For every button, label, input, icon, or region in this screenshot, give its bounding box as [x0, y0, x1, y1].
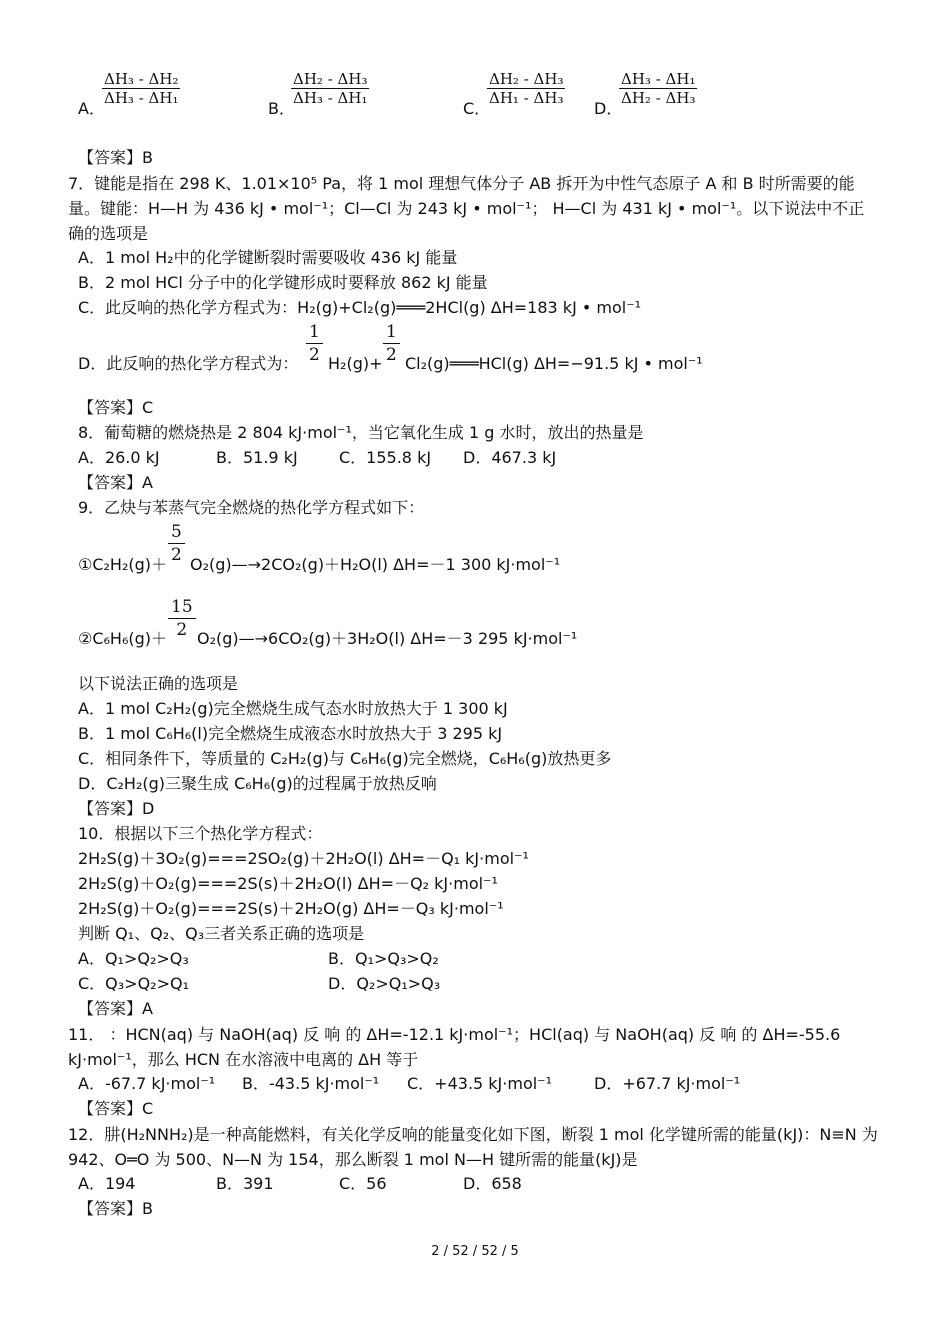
- q9-lead: 以下说法正确的选项是: [78, 674, 239, 693]
- q10-option-b: B．Q₁>Q₃>Q₂: [328, 949, 439, 968]
- q9-eq2-suffix: O₂(g)—→6CO₂(g)＋3H₂O(l) ΔH=－3 295 kJ·mol⁻¹: [197, 629, 578, 648]
- q9-stem: 9．乙炔与苯蒸气完全燃烧的热化学方程式如下：: [78, 498, 425, 517]
- fraction-denominator: ΔH₃ - ΔH₁: [293, 89, 368, 107]
- q8-stem: 8．葡萄糖的燃烧热是 2 804 kJ·mol⁻¹，当它氧化生成 1 g 水时，放出的热量是: [78, 423, 644, 442]
- q6-option-b-fraction: [291, 70, 369, 107]
- q7-d-fraction-1: [306, 321, 323, 366]
- q6-option-c-fraction: [487, 70, 565, 107]
- q12-option-c: C．56: [339, 1174, 387, 1193]
- q9-eq1-suffix: O₂(g)—→2CO₂(g)＋H₂O(l) ΔH=－1 300 kJ·mol⁻¹: [190, 555, 561, 574]
- q9-option-d: D．C₂H₂(g)三聚生成 C₆H₆(g)的过程属于放热反响: [78, 774, 437, 793]
- fraction-denominator: ΔH₁ - ΔH₃: [489, 89, 564, 107]
- fraction-numerator: ΔH₃ - ΔH₁: [621, 70, 696, 88]
- fraction-denominator: ΔH₂ - ΔH₃: [621, 89, 696, 107]
- q11-answer: 【答案】C: [78, 1099, 154, 1118]
- q9-eq2-fraction: [168, 596, 196, 641]
- fraction-numerator: 15: [171, 597, 193, 617]
- q10-option-d: D．Q₂>Q₁>Q₃: [328, 974, 441, 993]
- fraction-denominator: 2: [306, 343, 323, 366]
- q9-option-a: A．1 mol C₂H₂(g)完全燃烧生成气态水时放热大于 1 300 kJ: [78, 699, 508, 718]
- q10-option-a: A．Q₁>Q₂>Q₃: [78, 949, 189, 968]
- q6-option-d-fraction: [619, 70, 697, 107]
- q7-answer: 【答案】C: [78, 398, 154, 417]
- q9-option-c: C．相同条件下，等质量的 C₂H₂(g)与 C₆H₆(g)完全燃烧，C₆H₆(g)放热更多: [78, 749, 612, 768]
- fraction-denominator: 2: [168, 543, 185, 566]
- fraction-numerator: 1: [309, 322, 320, 342]
- fraction-numerator: 1: [386, 322, 397, 342]
- fraction-denominator: ΔH₃ - ΔH₁: [104, 89, 179, 107]
- q6-option-b-label: B．: [268, 99, 295, 118]
- q8-option-d: D．467.3 kJ: [463, 448, 557, 467]
- q9-eq1-prefix: ①C₂H₂(g)＋: [78, 555, 168, 574]
- q10-eq2: 2H₂S(g)＋O₂(g)===2S(s)＋2H₂O(l) ΔH=－Q₂ kJ·mol⁻¹: [78, 874, 498, 893]
- q11-stem: 11． ：HCN(aq) 与 NaOH(aq) 反 响 的 ΔH=-12.1 kJ·mol⁻¹；HCl(aq) 与 NaOH(aq) 反 响 的 ΔH=-55.6 kJ·mol⁻¹，那么 HCN 在水溶液中电离的 ΔH 等于: [68, 1025, 841, 1069]
- fraction-numerator: ΔH₃ - ΔH₂: [104, 70, 179, 88]
- q8-option-a: A．26.0 kJ: [78, 448, 160, 467]
- q10-answer: 【答案】A: [78, 999, 153, 1018]
- q7-option-d-prefix: D．此反响的热化学方程式为：: [78, 354, 299, 373]
- q12-option-d: D．658: [463, 1174, 522, 1193]
- q10-eq1: 2H₂S(g)＋3O₂(g)===2SO₂(g)＋2H₂O(l) ΔH=－Q₁ kJ·mol⁻¹: [78, 849, 529, 868]
- q12-stem: 12．肼(H₂NNH₂)是一种高能燃料，有关化学反响的能量变化如下图，断裂 1 mol 化学键所需的能量(kJ)：N≡N 为 942、O═O 为 500、N—N 为 154，那么断裂 1 mol N—H 键所需的能量(kJ)是: [68, 1125, 878, 1169]
- q12-answer: 【答案】B: [78, 1199, 153, 1218]
- q7-option-b: B．2 mol HCl 分子中的化学键形成时要释放 862 kJ 能量: [78, 273, 488, 292]
- q11-option-c: C．+43.5 kJ·mol⁻¹: [407, 1074, 553, 1093]
- q7-option-a: A．1 mol H₂中的化学键断裂时需要吸收 436 kJ 能量: [78, 248, 458, 267]
- q7-option-d-middle: H₂(g)+: [328, 354, 383, 373]
- q7-option-c: C．此反响的热化学方程式为：H₂(g)+Cl₂(g)═══2HCl(g) ΔH=183 kJ • mol⁻¹: [78, 298, 642, 317]
- q8-answer: 【答案】A: [78, 473, 153, 492]
- q7-stem: 7．键能是指在 298 K、1.01×10⁵ Pa，将 1 mol 理想气体分子 AB 拆开为中性气态原子 A 和 B 时所需要的能量。键能：H—H 为 436 kJ • mol⁻¹；Cl—Cl 为 243 kJ • mol⁻¹； H—Cl 为 431 kJ • mol⁻¹。以下说法中不正确的选项是: [68, 174, 865, 243]
- q12-option-a: A．194: [78, 1174, 136, 1193]
- q10-eq3: 2H₂S(g)＋O₂(g)===2S(s)＋2H₂O(g) ΔH=－Q₃ kJ·mol⁻¹: [78, 899, 504, 918]
- q11-option-b: B．-43.5 kJ·mol⁻¹: [242, 1074, 380, 1093]
- q9-answer: 【答案】D: [78, 799, 155, 818]
- fraction-numerator: ΔH₂ - ΔH₃: [293, 70, 368, 88]
- q6-option-a-fraction: [102, 70, 180, 107]
- q7-d-fraction-2: [383, 321, 400, 366]
- q12-option-b: B．391: [216, 1174, 274, 1193]
- page-number: 2 / 52 / 52 / 5: [431, 1244, 519, 1259]
- q11-option-a: A．-67.7 kJ·mol⁻¹: [78, 1074, 216, 1093]
- q6-answer: 【答案】B: [78, 148, 153, 167]
- q10-stem: 10．根据以下三个热化学方程式：: [78, 824, 323, 843]
- q9-eq2-prefix: ②C₆H₆(g)＋: [78, 629, 168, 648]
- fraction-denominator: 2: [168, 618, 196, 641]
- q8-option-c: C．155.8 kJ: [339, 448, 432, 467]
- q9-eq1-fraction: [168, 521, 185, 566]
- q6-option-c-label: C．: [463, 99, 491, 118]
- q9-option-b: B．1 mol C₆H₆(l)完全燃烧生成液态水时放热大于 3 295 kJ: [78, 724, 503, 743]
- fraction-numerator: 5: [171, 522, 182, 542]
- q6-option-d-label: D．: [594, 99, 623, 118]
- q10-lead: 判断 Q₁、Q₂、Q₃三者关系正确的选项是: [78, 924, 365, 943]
- q6-option-a-label: A．: [78, 99, 105, 118]
- q10-option-c: C．Q₃>Q₂>Q₁: [78, 974, 190, 993]
- q7-option-d-suffix: Cl₂(g)═══HCl(g) ΔH=−91.5 kJ • mol⁻¹: [405, 354, 703, 373]
- q11-option-d: D．+67.7 kJ·mol⁻¹: [594, 1074, 741, 1093]
- fraction-denominator: 2: [383, 343, 400, 366]
- q8-option-b: B．51.9 kJ: [216, 448, 298, 467]
- fraction-numerator: ΔH₂ - ΔH₃: [489, 70, 564, 88]
